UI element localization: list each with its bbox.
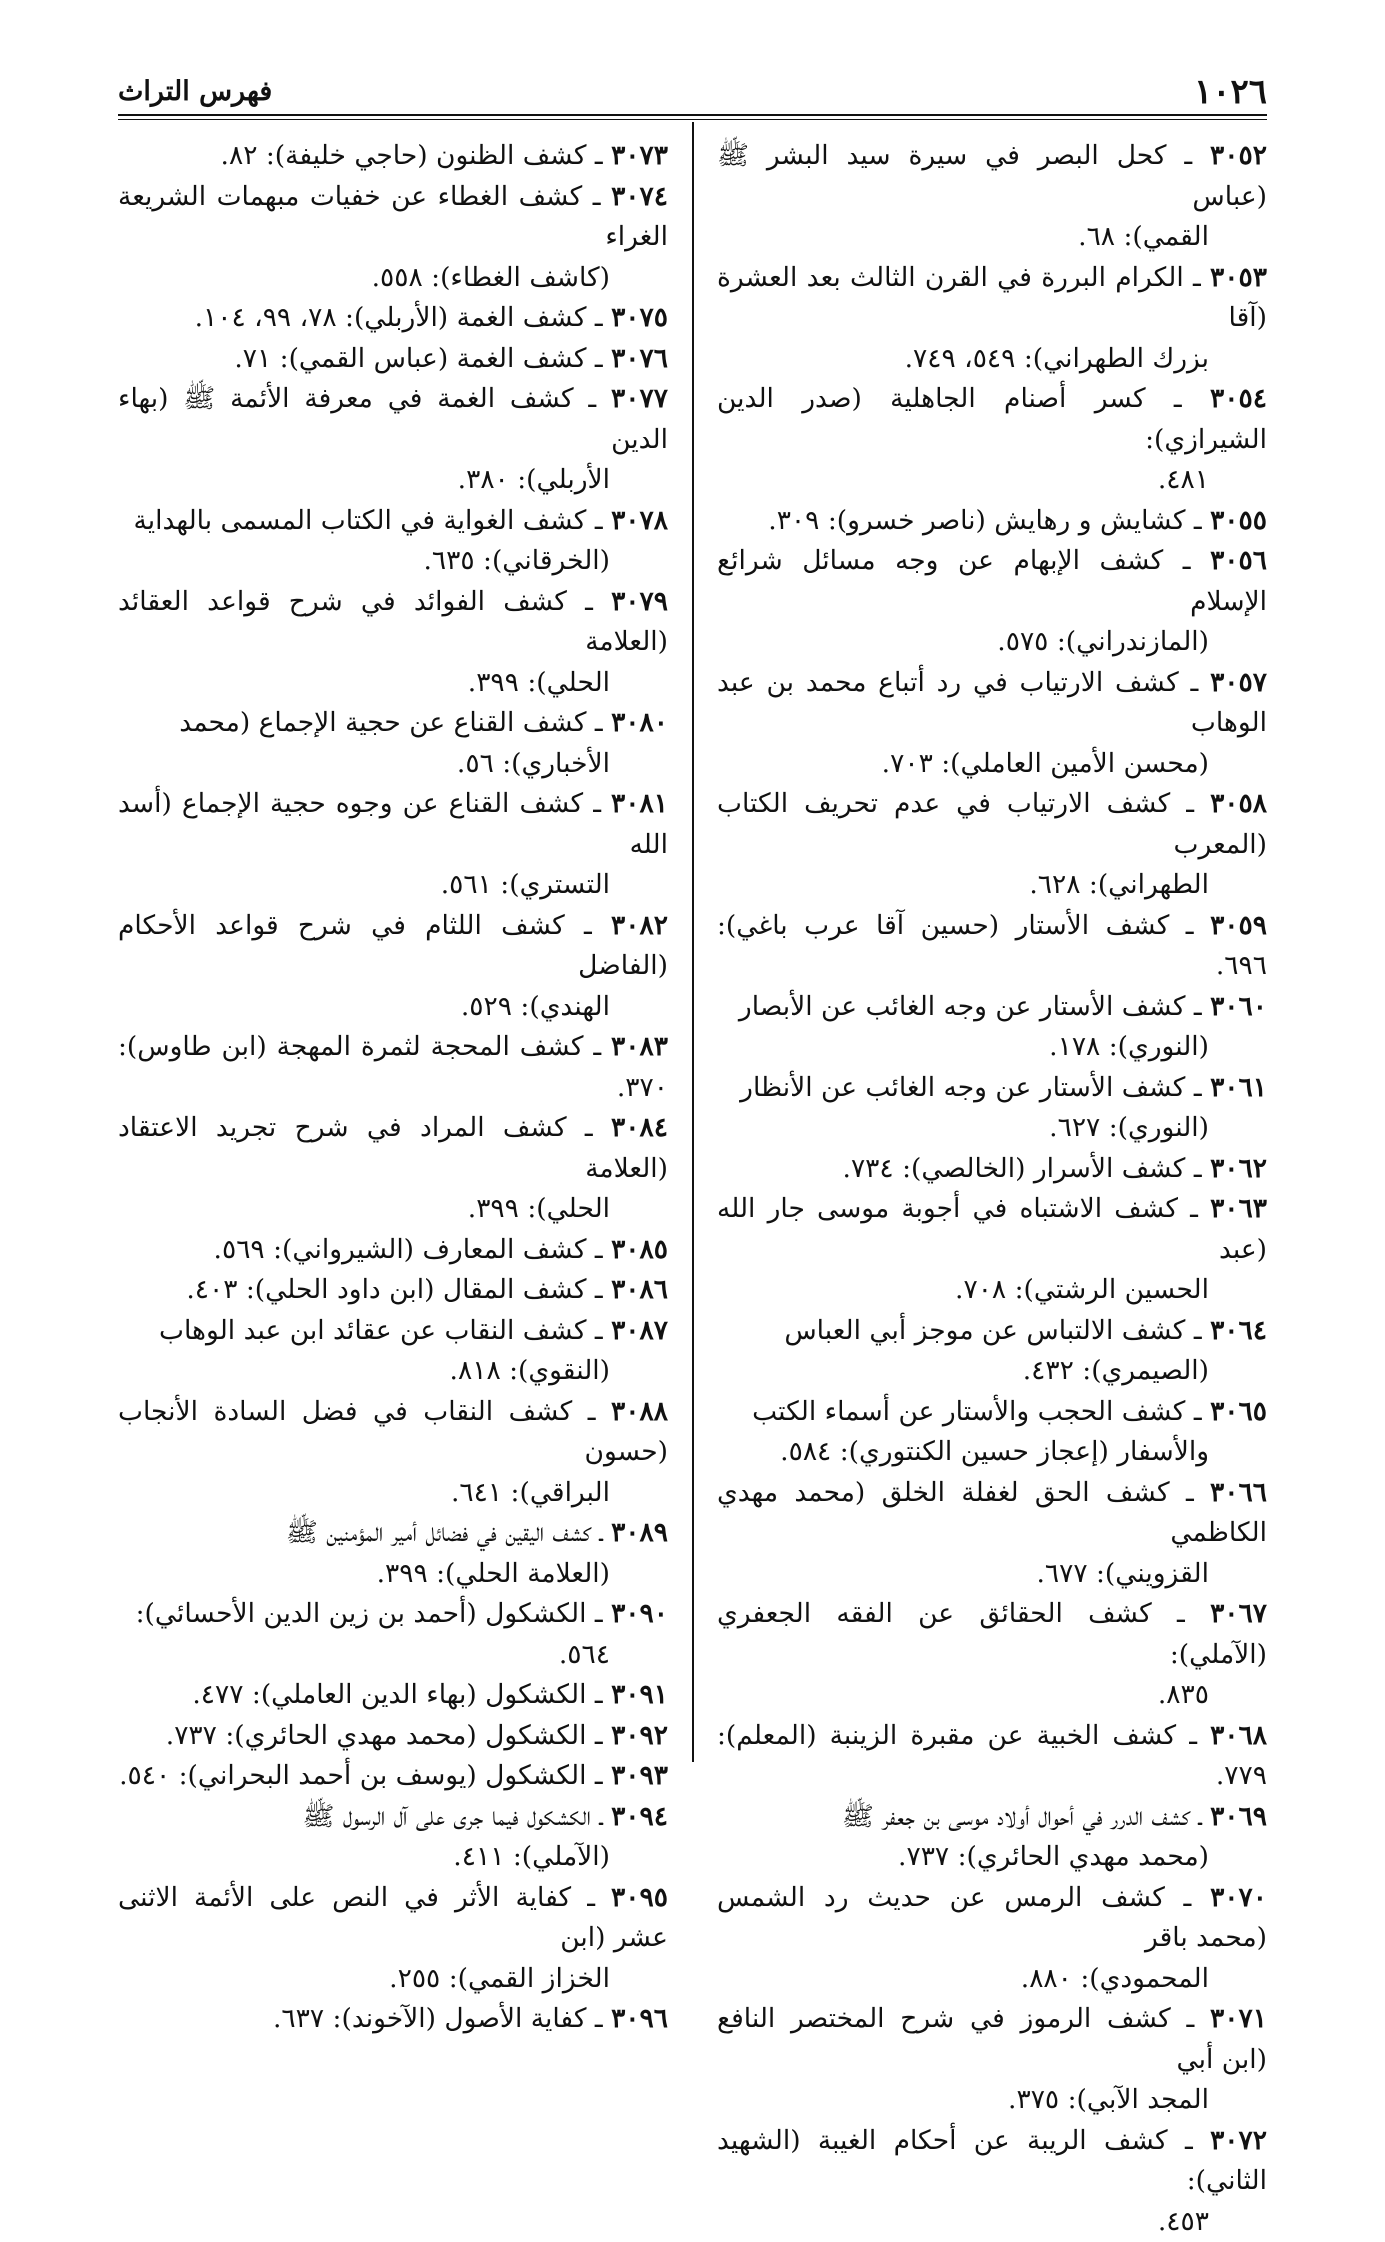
entry-continuation: الطهراني): ٦٢٨.: [717, 865, 1267, 906]
entry-number: ٣٠٨٩: [611, 1517, 668, 1548]
entry-number: ٣٠٥٩: [1210, 910, 1267, 941]
index-entry: ٣٠٧٧ ـ كشف الغمة في معرفة الأئمة ﷺ (بهاء الدين الأربلي): ٣٨٠.: [118, 379, 668, 501]
entry-number: ٣٠٧٨: [611, 505, 668, 536]
entry-title: كحل البصر في سيرة سيد البشر ﷺ (عباس: [717, 140, 1267, 212]
entry-continuation: (الصيمري): ٤٣٢.: [717, 1351, 1267, 1392]
index-entry: ٣٠٨٠ ـ كشف القناع عن حجية الإجماع (محمد الأخباري): ٥٦.: [118, 703, 668, 784]
entry-number: ٣٠٧٠: [1210, 1882, 1267, 1913]
index-entry: ٣٠٩٤ ـ الكشكول فيما جرى على آل الرسول ﷺ (الآملي): ٤١١.: [118, 1797, 668, 1878]
entry-number: ٣٠٨٢: [611, 910, 668, 941]
entry-title: كشف الرموز في شرح المختصر النافع (ابن أبي: [717, 2003, 1267, 2075]
entry-number: ٣٠٥٨: [1210, 788, 1267, 819]
index-entry: ٣٠٩٦ ـ كفاية الأصول (الآخوند): ٦٣٧.: [118, 1999, 668, 2040]
entry-title: كشف الحجب والأستار عن أسماء الكتب: [752, 1396, 1185, 1427]
entry-title: كشف الغمة في معرفة الأئمة ﷺ (بهاء الدين: [118, 383, 668, 455]
entry-continuation: (الآملي): ٤١١.: [118, 1837, 668, 1878]
header-rule: [118, 114, 1267, 116]
entry-continuation: التستري): ٥٦١.: [118, 865, 668, 906]
index-entry: ٣٠٧٦ ـ كشف الغمة (عباس القمي): ٧١.: [118, 339, 668, 380]
entry-title: الكشكول فيما جرى على آل الرسول ﷺ: [302, 1801, 590, 1832]
index-entry: ٣٠٦٨ ـ كشف الخبية عن مقبرة الزينبة (المعلم): ٧٧٩.: [717, 1716, 1267, 1797]
index-entry: ٣٠٦٣ ـ كشف الاشتباه في أجوبة موسى جار الله (عبد الحسين الرشتي): ٧٠٨.: [717, 1189, 1267, 1311]
entry-continuation: (العلامة الحلي): ٣٩٩.: [118, 1554, 668, 1595]
index-entry: ٣٠٩٠ ـ الكشكول (أحمد بن زين الدين الأحسائي): ٥٦٤.: [118, 1594, 668, 1675]
entry-number: ٣٠٩٣: [611, 1760, 668, 1791]
entry-continuation: (النوري): ٦٢٧.: [717, 1108, 1267, 1149]
entry-title: كشف القناع عن وجوه حجية الإجماع (أسد الله: [118, 788, 668, 860]
index-entry: ٣٠٧٩ ـ كشف الفوائد في شرح قواعد العقائد (العلامة الحلي): ٣٩٩.: [118, 582, 668, 704]
entry-number: ٣٠٥٥: [1210, 505, 1267, 536]
index-entry: ٣٠٧٨ ـ كشف الغواية في الكتاب المسمى بالهداية (الخرقاني): ٦٣٥.: [118, 501, 668, 582]
entry-title: كشف الظنون (حاجي خليفة): ٨٢.: [221, 140, 587, 171]
index-entry: ٣٠٨٣ ـ كشف المحجة لثمرة المهجة (ابن طاوس): ٣٧٠.: [118, 1027, 668, 1108]
index-entry: ٣٠٥٤ ـ كسر أصنام الجاهلية (صدر الدين الشيرازي): ٤٨١.: [717, 379, 1267, 501]
index-entry: ٣٠٦٥ ـ كشف الحجب والأستار عن أسماء الكتب والأسفار (إعجاز حسين الكنتوري): ٥٨٤.: [717, 1392, 1267, 1473]
entry-number: ٣٠٩٠: [611, 1598, 668, 1629]
index-entry: ٣٠٨٨ ـ كشف النقاب في فضل السادة الأنجاب (حسون البراقي): ٦٤١.: [118, 1392, 668, 1514]
index-entry: ٣٠٩٥ ـ كفاية الأثر في النص على الأئمة الاثنى عشر (ابن الخزاز القمي): ٢٥٥.: [118, 1878, 668, 2000]
index-entry: ٣٠٧٢ ـ كشف الريبة عن أحكام الغيبة (الشهيد الثاني): ٤٥٣.: [717, 2121, 1267, 2242]
entry-title: كشف الريبة عن أحكام الغيبة (الشهيد الثاني):: [717, 2125, 1267, 2197]
entry-title: كشف القناع عن حجية الإجماع (محمد: [179, 707, 586, 738]
index-entry: ٣٠٧٥ ـ كشف الغمة (الأربلي): ٧٨، ٩٩، ١٠٤.: [118, 298, 668, 339]
entry-title: كشف الأسرار (الخالصي): ٧٣٤.: [843, 1153, 1186, 1184]
entry-number: ٣٠٧٩: [611, 586, 668, 617]
entry-continuation: الحسين الرشتي): ٧٠٨.: [717, 1270, 1267, 1311]
entry-title: كشف النقاب عن عقائد ابن عبد الوهاب: [159, 1315, 586, 1346]
entry-title: كشف الفوائد في شرح قواعد العقائد (العلامة: [118, 586, 668, 658]
entry-continuation: (النقوي): ٨١٨.: [118, 1351, 668, 1392]
entry-title: الكشكول (يوسف بن أحمد البحراني): ٥٤٠.: [119, 1760, 586, 1791]
entry-continuation: والأسفار (إعجاز حسين الكنتوري): ٥٨٤.: [717, 1432, 1267, 1473]
index-entry: ٣٠٥٩ ـ كشف الأستار (حسين آقا عرب باغي): ٦٩٦.: [717, 906, 1267, 987]
entry-number: ٣٠٨٣: [611, 1031, 668, 1062]
index-entry: ٣٠٦٤ ـ كشف الالتباس عن موجز أبي العباس (الصيمري): ٤٣٢.: [717, 1311, 1267, 1392]
index-entry: ٣٠٩٣ ـ الكشكول (يوسف بن أحمد البحراني): ٥٤٠.: [118, 1756, 668, 1797]
page-number: ١٠٢٦: [1194, 72, 1267, 112]
index-entry: ٣٠٧٤ ـ كشف الغطاء عن خفيات مبهمات الشريعة الغراء (كاشف الغطاء): ٥٥٨.: [118, 177, 668, 299]
entry-number: ٣٠٨٤: [611, 1112, 668, 1143]
entry-number: ٣٠٨١: [611, 788, 668, 819]
entry-continuation: (الخرقاني): ٦٣٥.: [118, 541, 668, 582]
index-entry: ٣٠٥٨ ـ كشف الارتياب في عدم تحريف الكتاب (المعرب الطهراني): ٦٢٨.: [717, 784, 1267, 906]
entry-number: ٣٠٧٥: [611, 302, 668, 333]
entry-title: كشف الخبية عن مقبرة الزينبة (المعلم): ٧٧٩.: [717, 1720, 1267, 1792]
entry-continuation: الأربلي): ٣٨٠.: [118, 460, 668, 501]
entry-number: ٣٠٦٧: [1210, 1598, 1267, 1629]
entry-title: كشف الحق لغفلة الخلق (محمد مهدي الكاظمي: [717, 1477, 1267, 1549]
index-entry: ٣٠٦٦ ـ كشف الحق لغفلة الخلق (محمد مهدي الكاظمي القزويني): ٦٧٧.: [717, 1473, 1267, 1595]
entry-title: كشف المعارف (الشيرواني): ٥٦٩.: [214, 1234, 587, 1265]
index-entry: ٣٠٨٧ ـ كشف النقاب عن عقائد ابن عبد الوهاب (النقوي): ٨١٨.: [118, 1311, 668, 1392]
entry-title: الكشكول (بهاء الدين العاملي): ٤٧٧.: [192, 1679, 586, 1710]
entry-number: ٣٠٧٤: [611, 181, 668, 212]
index-entry: ٣٠٦٢ ـ كشف الأسرار (الخالصي): ٧٣٤.: [717, 1149, 1267, 1190]
entry-continuation: (كاشف الغطاء): ٥٥٨.: [118, 258, 668, 299]
entry-number: ٣٠٥٧: [1210, 667, 1267, 698]
entry-continuation: ٨٣٥.: [717, 1675, 1267, 1716]
entry-continuation: (المازندراني): ٥٧٥.: [717, 622, 1267, 663]
index-entry: ٣٠٥٥ ـ كشايش و رهايش (ناصر خسرو): ٣٠٩.: [717, 501, 1267, 542]
index-entry: ٣٠٧٣ ـ كشف الظنون (حاجي خليفة): ٨٢.: [118, 136, 668, 177]
entry-title: كشف الإبهام عن وجه مسائل شرائع الإسلام: [717, 545, 1267, 617]
entry-title: كفاية الأثر في النص على الأئمة الاثنى عشر (ابن: [118, 1882, 668, 1954]
entry-title: الكرام البررة في القرن الثالث بعد العشرة (آقا: [717, 262, 1267, 334]
entry-continuation: البراقي): ٦٤١.: [118, 1473, 668, 1514]
column-divider: [692, 122, 694, 1762]
entry-title: كشف المحجة لثمرة المهجة (ابن طاوس): ٣٧٠.: [118, 1031, 668, 1103]
entry-number: ٣٠٨٠: [611, 707, 668, 738]
index-entry: ٣٠٥٧ ـ كشف الارتياب في رد أتباع محمد بن عبد الوهاب (محسن الأمين العاملي): ٧٠٣.: [717, 663, 1267, 785]
entry-number: ٣٠٧١: [1210, 2003, 1267, 2034]
index-entry: ٣٠٧٠ ـ كشف الرمس عن حديث رد الشمس (محمد باقر المحمودي): ٨٨٠.: [717, 1878, 1267, 2000]
entry-continuation: ٥٦٤.: [118, 1635, 668, 1676]
entry-title: كشف الغطاء عن خفيات مبهمات الشريعة الغراء: [118, 181, 668, 253]
entry-number: ٣٠٩٤: [611, 1801, 668, 1832]
entry-continuation: الحلي): ٣٩٩.: [118, 663, 668, 704]
index-entry: ٣٠٦١ ـ كشف الأستار عن وجه الغائب عن الأنظار (النوري): ٦٢٧.: [717, 1068, 1267, 1149]
entry-number: ٣٠٨٥: [611, 1234, 668, 1265]
entry-title: كشف الأستار (حسين آقا عرب باغي): ٦٩٦.: [717, 910, 1267, 982]
entry-title: كشف الارتياب في عدم تحريف الكتاب (المعرب: [717, 788, 1267, 860]
index-entry: ٣٠٨٦ ـ كشف المقال (ابن داود الحلي): ٤٠٣.: [118, 1270, 668, 1311]
entry-continuation: الأخباري): ٥٦.: [118, 744, 668, 785]
index-entry: ٣٠٥٣ ـ الكرام البررة في القرن الثالث بعد العشرة (آقا بزرك الطهراني): ٥٤٩، ٧٤٩.: [717, 258, 1267, 380]
entry-title: كشف المقال (ابن داود الحلي): ٤٠٣.: [186, 1274, 586, 1305]
entry-continuation: القزويني): ٦٧٧.: [717, 1554, 1267, 1595]
entry-title: كشف الالتباس عن موجز أبي العباس: [784, 1315, 1185, 1346]
entry-title: كشف الغمة (عباس القمي): ٧١.: [234, 343, 586, 374]
running-title: فهرس التراث: [118, 76, 272, 107]
entry-number: ٣٠٥٣: [1210, 262, 1267, 293]
index-entry: ٣٠٨٤ ـ كشف المراد في شرح تجريد الاعتقاد (العلامة الحلي): ٣٩٩.: [118, 1108, 668, 1230]
entry-number: ٣٠٧٢: [1210, 2125, 1267, 2156]
entry-title: كشف الغمة (الأربلي): ٧٨، ٩٩، ١٠٤.: [195, 302, 587, 333]
entry-continuation: الحلي): ٣٩٩.: [118, 1189, 668, 1230]
entry-number: ٣٠٨٦: [611, 1274, 668, 1305]
entry-number: ٣٠٦٤: [1210, 1315, 1267, 1346]
entry-number: ٣٠٦٦: [1210, 1477, 1267, 1508]
entry-title: الكشكول (محمد مهدي الحائري): ٧٣٧.: [166, 1720, 587, 1751]
entry-number: ٣٠٩٦: [611, 2003, 668, 2034]
entry-title: كسر أصنام الجاهلية (صدر الدين الشيرازي):: [717, 383, 1267, 455]
entry-number: ٣٠٩١: [611, 1679, 668, 1710]
entry-number: ٣٠٦٨: [1210, 1720, 1267, 1751]
entry-number: ٣٠٦٢: [1210, 1153, 1267, 1184]
entry-number: ٣٠٦٠: [1210, 991, 1267, 1022]
entry-continuation: (محسن الأمين العاملي): ٧٠٣.: [717, 744, 1267, 785]
entry-title: كشف الاشتباه في أجوبة موسى جار الله (عبد: [717, 1193, 1267, 1265]
entry-continuation: الهندي): ٥٢٩.: [118, 987, 668, 1028]
entry-title: كشف اليقين في فضائل أمير المؤمنين ﷺ: [286, 1517, 591, 1548]
index-entry: ٣٠٥٢ ـ كحل البصر في سيرة سيد البشر ﷺ (عباس القمي): ٦٨.: [717, 136, 1267, 258]
entry-title: كشف النقاب في فضل السادة الأنجاب (حسون: [118, 1396, 668, 1468]
index-entry: ٣٠٨١ ـ كشف القناع عن وجوه حجية الإجماع (أسد الله التستري): ٥٦١.: [118, 784, 668, 906]
entry-continuation: المحمودي): ٨٨٠.: [717, 1959, 1267, 2000]
entry-title: كشف الحقائق عن الفقه الجعفري (الآملي):: [717, 1598, 1267, 1670]
index-entry: ٣٠٨٢ ـ كشف اللثام في شرح قواعد الأحكام (الفاضل الهندي): ٥٢٩.: [118, 906, 668, 1028]
entry-title: كشف الرمس عن حديث رد الشمس (محمد باقر: [717, 1882, 1267, 1954]
index-entry: ٣٠٦٩ ـ كشف الدرر في أحوال أولاد موسى بن جعفر ﷺ (محمد مهدي الحائري): ٧٣٧.: [717, 1797, 1267, 1878]
header-rule-thin: [118, 119, 1267, 120]
index-entry: ٣٠٨٩ ـ كشف اليقين في فضائل أمير المؤمنين ﷺ (العلامة الحلي): ٣٩٩.: [118, 1513, 668, 1594]
entry-number: ٣٠٧٦: [611, 343, 668, 374]
entry-number: ٣٠٧٧: [611, 383, 668, 414]
entry-number: ٣٠٩٢: [611, 1720, 668, 1751]
entry-continuation: القمي): ٦٨.: [717, 217, 1267, 258]
entry-continuation: بزرك الطهراني): ٥٤٩، ٧٤٩.: [717, 339, 1267, 380]
index-entry: ٣٠٨٥ ـ كشف المعارف (الشيرواني): ٥٦٩.: [118, 1230, 668, 1271]
entry-continuation: الخزاز القمي): ٢٥٥.: [118, 1959, 668, 2000]
entry-number: ٣٠٦٩: [1210, 1801, 1267, 1832]
entry-number: ٣٠٥٤: [1210, 383, 1267, 414]
index-entry: ٣٠٩١ ـ الكشكول (بهاء الدين العاملي): ٤٧٧.: [118, 1675, 668, 1716]
index-entry: ٣٠٥٦ ـ كشف الإبهام عن وجه مسائل شرائع الإسلام (المازندراني): ٥٧٥.: [717, 541, 1267, 663]
entry-number: ٣٠٦١: [1210, 1072, 1267, 1103]
entry-number: ٣٠٧٣: [611, 140, 668, 171]
entry-continuation: (محمد مهدي الحائري): ٧٣٧.: [717, 1837, 1267, 1878]
left-column: [118, 136, 668, 2040]
right-column: [717, 136, 1267, 2242]
entry-title: كشف المراد في شرح تجريد الاعتقاد (العلامة: [118, 1112, 668, 1184]
entry-continuation: (النوري): ١٧٨.: [717, 1027, 1267, 1068]
entry-number: ٣٠٨٨: [611, 1396, 668, 1427]
entry-title: كفاية الأصول (الآخوند): ٦٣٧.: [273, 2003, 586, 2034]
entry-number: ٣٠٦٥: [1210, 1396, 1267, 1427]
entry-title: كشايش و رهايش (ناصر خسرو): ٣٠٩.: [768, 505, 1185, 536]
entry-number: ٣٠٥٦: [1210, 545, 1267, 576]
entry-title: كشف اللثام في شرح قواعد الأحكام (الفاضل: [118, 910, 668, 982]
entry-title: كشف الارتياب في رد أتباع محمد بن عبد الوهاب: [717, 667, 1267, 739]
entry-number: ٣٠٥٢: [1210, 140, 1267, 171]
entry-title: كشف الدرر في أحوال أولاد موسى بن جعفر ﷺ: [842, 1801, 1190, 1832]
index-entry: ٣٠٩٢ ـ الكشكول (محمد مهدي الحائري): ٧٣٧.: [118, 1716, 668, 1757]
entry-title: كشف الأستار عن وجه الغائب عن الأبصار: [739, 991, 1186, 1022]
entry-continuation: ٤٨١.: [717, 460, 1267, 501]
index-entry: ٣٠٦٠ ـ كشف الأستار عن وجه الغائب عن الأبصار (النوري): ١٧٨.: [717, 987, 1267, 1068]
index-entry: ٣٠٦٧ ـ كشف الحقائق عن الفقه الجعفري (الآملي): ٨٣٥.: [717, 1594, 1267, 1716]
entry-title: الكشكول (أحمد بن زين الدين الأحسائي):: [136, 1598, 587, 1629]
entry-number: ٣٠٦٣: [1210, 1193, 1267, 1224]
entry-number: ٣٠٩٥: [611, 1882, 668, 1913]
entry-title: كشف الغواية في الكتاب المسمى بالهداية: [134, 505, 587, 536]
entry-continuation: ٤٥٣.: [717, 2202, 1267, 2242]
entry-title: كشف الأستار عن وجه الغائب عن الأنظار: [740, 1072, 1185, 1103]
entry-continuation: المجد الآبي): ٣٧٥.: [717, 2080, 1267, 2121]
index-entry: ٣٠٧١ ـ كشف الرموز في شرح المختصر النافع (ابن أبي المجد الآبي): ٣٧٥.: [717, 1999, 1267, 2121]
entry-number: ٣٠٨٧: [611, 1315, 668, 1346]
page-header: [118, 72, 1267, 116]
